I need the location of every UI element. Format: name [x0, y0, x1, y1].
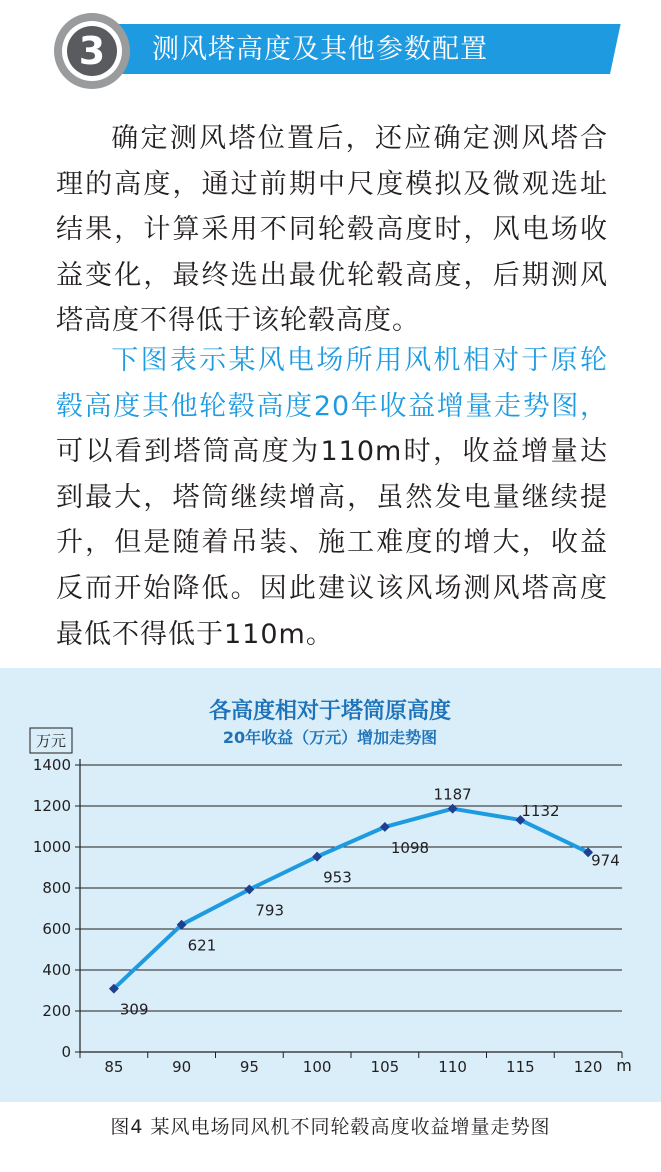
chart-panel [0, 668, 661, 1102]
chart-title: 各高度相对于塔筒原高度 [208, 699, 452, 724]
y-tick-label: 400 [42, 961, 71, 979]
section-number: 3 [67, 26, 117, 76]
chart-subtitle: 20年收益（万元）增加走势图 [222, 728, 438, 747]
x-tick-label: 120 [573, 1058, 603, 1076]
data-label: 621 [187, 936, 217, 955]
x-tick-label: 105 [370, 1058, 400, 1076]
x-tick-label: 115 [506, 1058, 535, 1076]
y-tick-label: 1000 [32, 838, 71, 856]
y-tick-label: 200 [42, 1002, 71, 1020]
y-axis-unit: 万元 [35, 732, 67, 750]
figure-caption: 图4 某风电场同风机不同轮毂高度收益增量走势图 [110, 1116, 551, 1138]
y-tick-label: 1400 [32, 756, 71, 774]
x-tick-label: 90 [172, 1058, 192, 1076]
line-chart [0, 668, 661, 1102]
paragraph-2-highlight: 下图表示某风电场所用风机相对于原轮毂高度其他轮毂高度20年收益增量走势图， [56, 345, 608, 422]
paragraph-2-text: 可以看到塔筒高度为110m时，收益增量达到最大，塔筒继续增高，虽然发电量继续提升，但是随着吊装、施工难度的增大，收益反而开始降低。因此建议该风场测风塔高度最低不得低于110m。 [56, 436, 608, 650]
data-label: 1187 [433, 785, 472, 804]
data-label: 793 [255, 901, 285, 920]
data-label: 953 [323, 868, 352, 887]
data-label: 1132 [521, 801, 560, 820]
y-tick-label: 600 [42, 920, 71, 938]
x-tick-label: 110 [438, 1058, 467, 1076]
x-tick-label: 95 [239, 1058, 259, 1076]
x-axis-unit: m [616, 1056, 632, 1075]
data-label: 974 [591, 851, 620, 870]
y-tick-label: 1200 [32, 797, 71, 815]
x-tick-label: 100 [302, 1058, 332, 1076]
data-label: 309 [119, 1000, 149, 1019]
x-tick-label: 85 [104, 1058, 124, 1076]
series-line [114, 809, 588, 989]
section-header [0, 0, 661, 92]
paragraph-1 [56, 116, 608, 344]
paragraph-1-text: 确定测风塔位置后，还应确定测风塔合理的高度，通过前期中尺度模拟及微观选址结果，计算采用不同轮毂高度时，风电场收益变化，最终选出最优轮毂高度，后期测风塔高度不得低于该轮毂高度。 [56, 123, 608, 337]
data-point [448, 804, 458, 814]
data-label: 1098 [390, 838, 430, 857]
paragraph-2 [56, 338, 608, 657]
y-tick-label: 0 [61, 1043, 71, 1061]
y-tick-label: 800 [42, 879, 71, 897]
section-title: 测风塔高度及其他参数配置 [152, 34, 488, 65]
